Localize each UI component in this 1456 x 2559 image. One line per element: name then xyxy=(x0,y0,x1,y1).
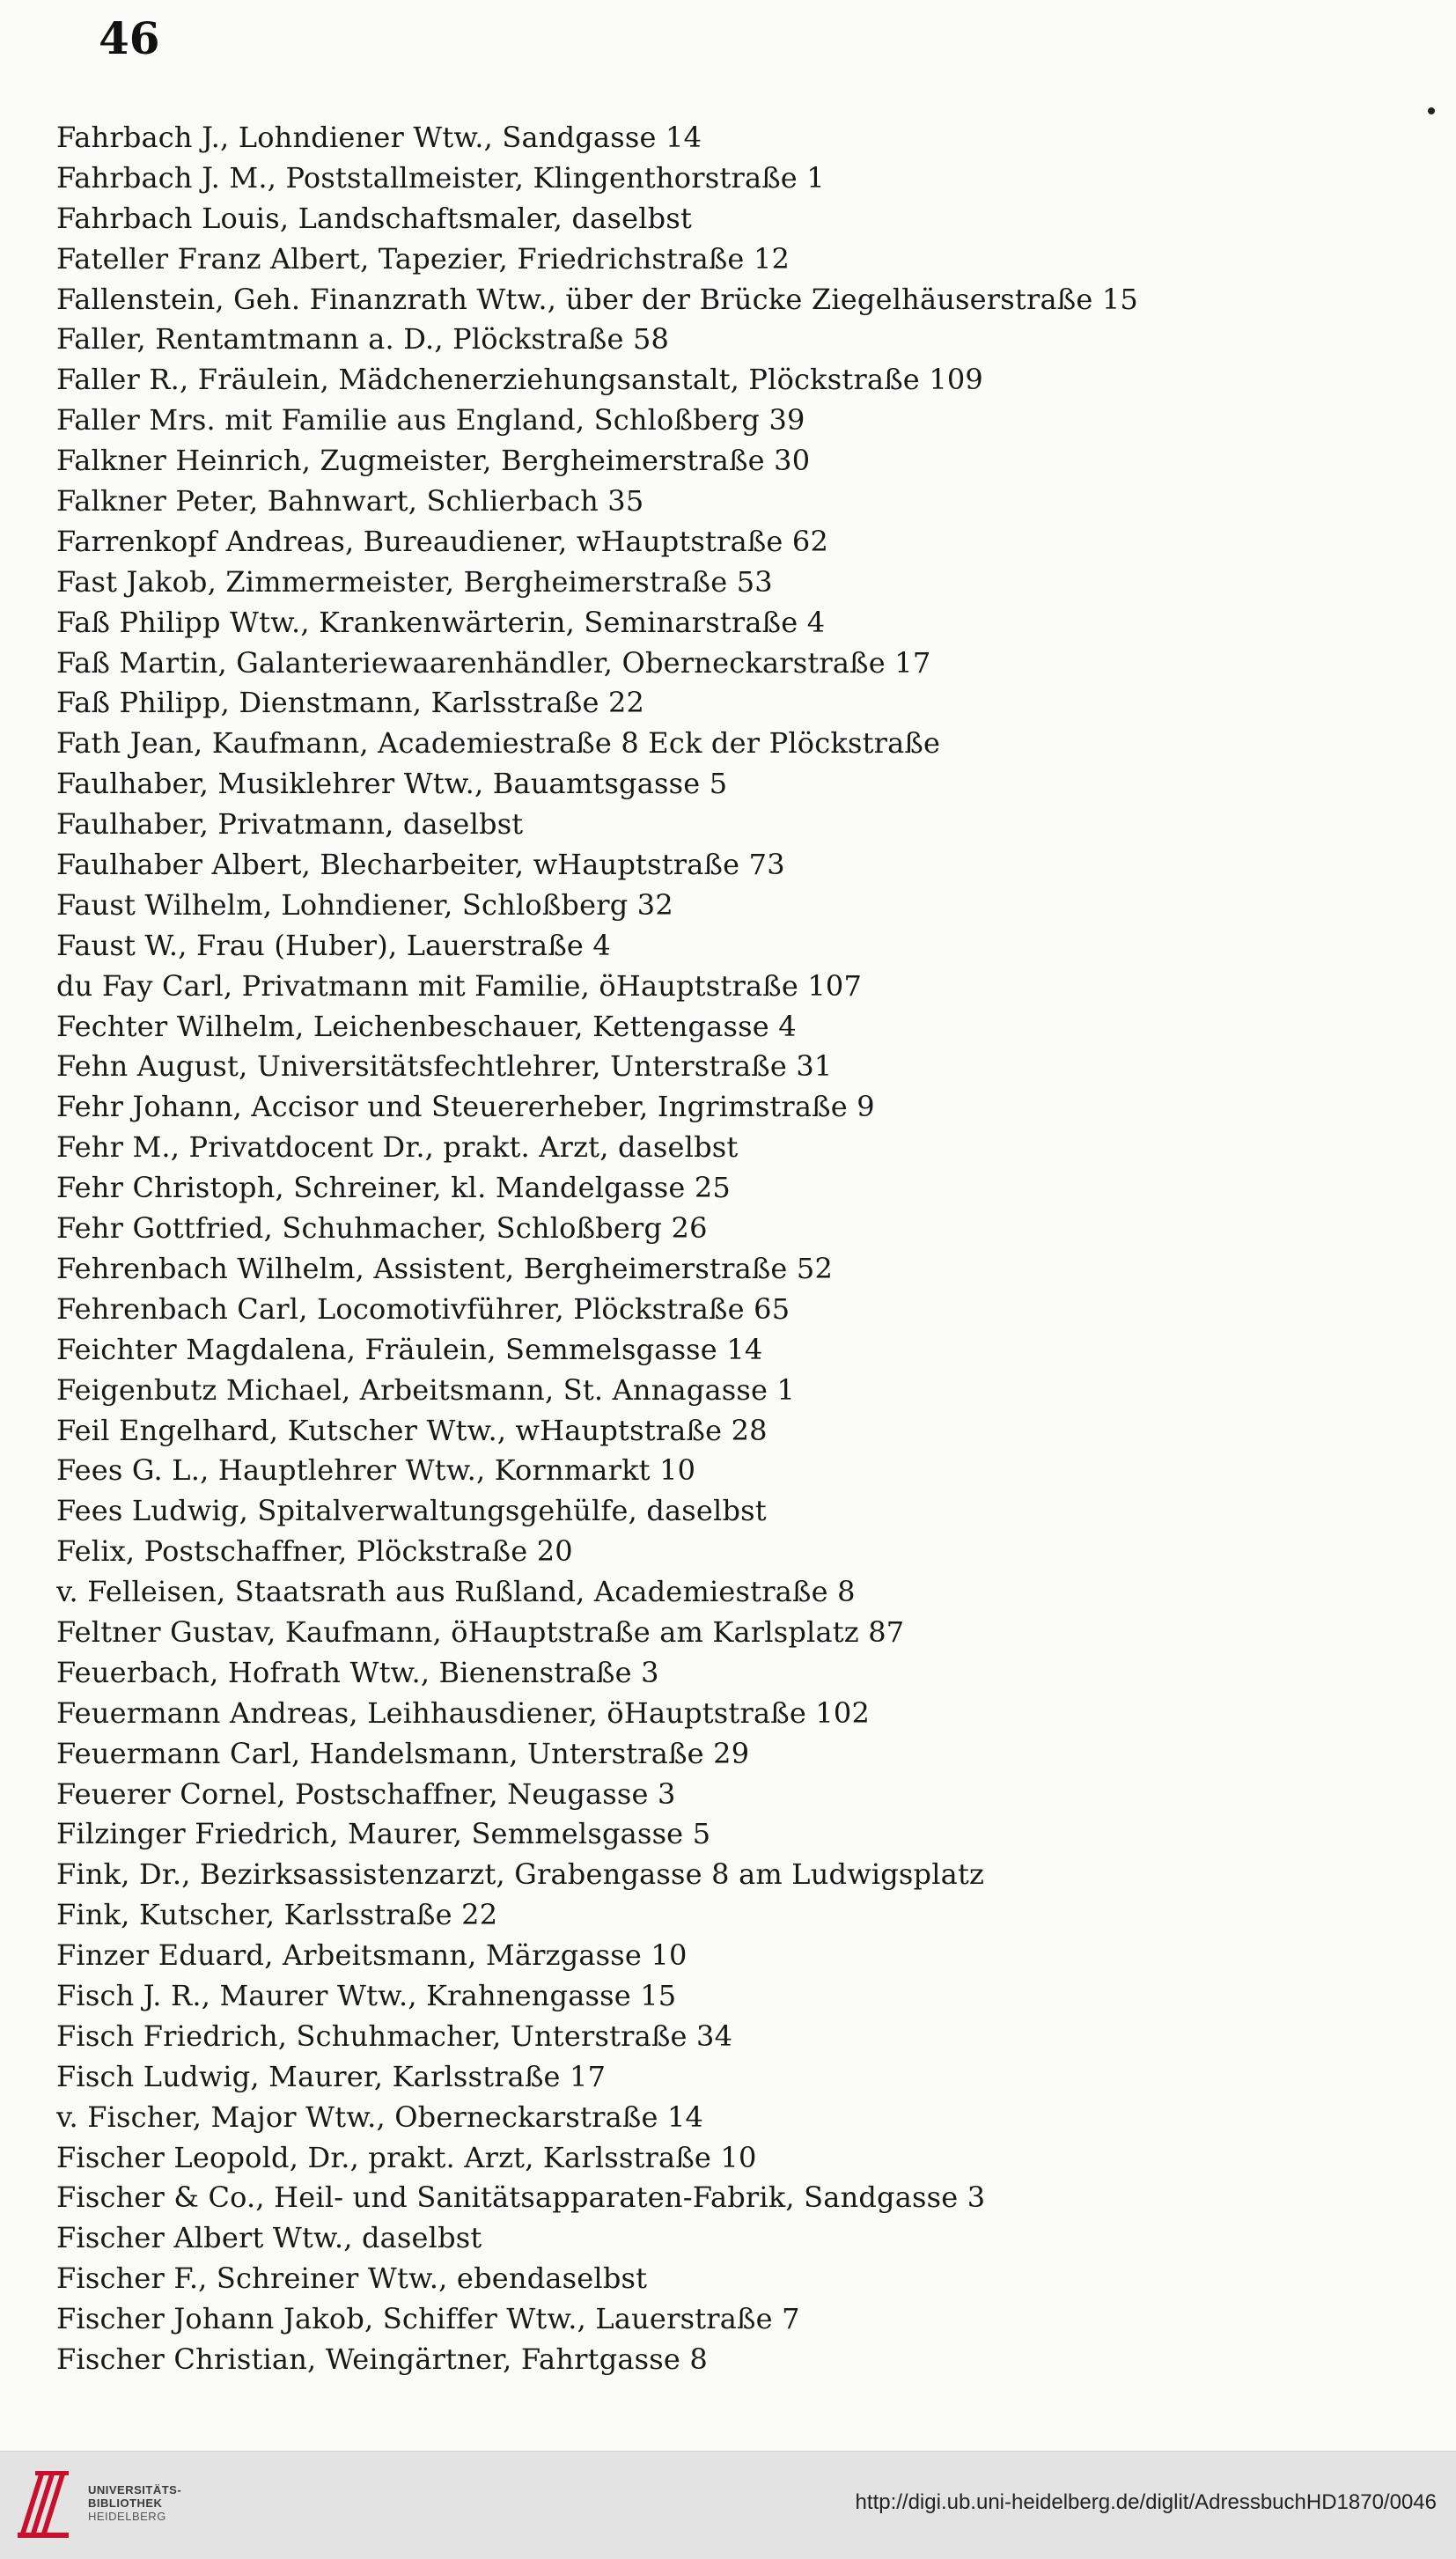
source-url: http://digi.ub.uni-heidelberg.de/diglit/AdressbuchHD1870/0046 xyxy=(855,2490,1437,2514)
address-entry: Faller Mrs. mit Familie aus England, Schloßberg 39 xyxy=(56,403,805,438)
address-entries-list xyxy=(56,118,1412,2380)
library-name-line: UNIVERSITÄTS- xyxy=(88,2483,182,2496)
address-entry: Finzer Eduard, Arbeitsmann, Märzgasse 10 xyxy=(56,1938,688,1973)
address-entry: Fischer & Co., Heil- und Sanitätsapparaten-Fabrik, Sandgasse 3 xyxy=(56,2180,986,2215)
address-entry: Fink, Dr., Bezirksassistenzarzt, Grabengasse 8 am Ludwigsplatz xyxy=(56,1857,985,1892)
address-entry: Farrenkopf Andreas, Bureaudiener, wHauptstraße 62 xyxy=(56,524,829,558)
university-library-logo-icon xyxy=(12,2467,79,2543)
address-entry: Fahrbach Louis, Landschaftsmaler, daselbst xyxy=(56,201,693,235)
library-name-line: BIBLIOTHEK xyxy=(88,2496,163,2510)
address-entry: Faulhaber Albert, Blecharbeiter, wHauptstraße 73 xyxy=(56,848,785,882)
address-entry: Feuerbach, Hofrath Wtw., Bienenstraße 3 xyxy=(56,1655,659,1689)
address-entry: Fees G. L., Hauptlehrer Wtw., Kornmarkt 10 xyxy=(56,1453,696,1488)
address-entry: Fink, Kutscher, Karlsstraße 22 xyxy=(56,1898,498,1932)
library-name-line: HEIDELBERG xyxy=(88,2510,166,2523)
address-entry: Faust Wilhelm, Lohndiener, Schloßberg 32 xyxy=(56,887,673,922)
address-entry: du Fay Carl, Privatmann mit Familie, öHauptstraße 107 xyxy=(56,968,863,1003)
library-name xyxy=(88,2483,181,2523)
address-entry: Fast Jakob, Zimmermeister, Bergheimerstraße 53 xyxy=(56,564,773,599)
address-entry: Faller R., Fräulein, Mädchenerziehungsanstalt, Plöckstraße 109 xyxy=(56,363,983,397)
address-entry: Fischer Albert Wtw., daselbst xyxy=(56,2221,482,2255)
address-entry: Faß Philipp, Dienstmann, Karlsstraße 22 xyxy=(56,686,645,720)
address-entry: Faß Martin, Galanteriewaarenhändler, Oberneckarstraße 17 xyxy=(56,645,931,680)
address-entry: Fehr M., Privatdocent Dr., prakt. Arzt, daselbst xyxy=(56,1130,739,1165)
address-entry: Fehrenbach Carl, Locomotivführer, Plöckstraße 65 xyxy=(56,1291,791,1326)
address-entry: Feltner Gustav, Kaufmann, öHauptstraße am Karlsplatz 87 xyxy=(56,1614,905,1649)
address-entry: Feuermann Carl, Handelsmann, Unterstraße 29 xyxy=(56,1736,750,1770)
address-entry: Fahrbach J. M., Poststallmeister, Klingenthorstraße 1 xyxy=(56,160,825,195)
address-entry: Filzinger Friedrich, Maurer, Semmelsgasse 5 xyxy=(56,1817,711,1851)
address-entry: Feuermann Andreas, Leihhausdiener, öHauptstraße 102 xyxy=(56,1695,871,1730)
address-entry: Feil Engelhard, Kutscher Wtw., wHauptstraße 28 xyxy=(56,1413,768,1447)
address-entry: Fischer Christian, Weingärtner, Fahrtgasse 8 xyxy=(56,2342,708,2376)
address-entry: Fisch J. R., Maurer Wtw., Krahnengasse 15 xyxy=(56,1978,677,2012)
address-entry: Falkner Heinrich, Zugmeister, Bergheimerstraße 30 xyxy=(56,444,811,478)
address-entry: Fehr Gottfried, Schuhmacher, Schloßberg 26 xyxy=(56,1211,708,1246)
address-entry: Fischer Johann Jakob, Schiffer Wtw., Lauerstraße 7 xyxy=(56,2302,800,2336)
address-entry: Fisch Friedrich, Schuhmacher, Unterstraße 34 xyxy=(56,2019,733,2053)
address-entry: v. Felleisen, Staatsrath aus Rußland, Academiestraße 8 xyxy=(56,1575,856,1609)
address-entry: Fath Jean, Kaufmann, Academiestraße 8 Eck der Plöckstraße xyxy=(56,726,941,761)
address-entry: Fischer F., Schreiner Wtw., ebendaselbst xyxy=(56,2261,648,2296)
address-entry: Faulhaber, Musiklehrer Wtw., Bauamtsgasse 5 xyxy=(56,767,728,801)
address-entry: Fehn August, Universitätsfechtlehrer, Unterstraße 31 xyxy=(56,1049,833,1084)
address-entry: Fehr Christoph, Schreiner, kl. Mandelgasse 25 xyxy=(56,1171,731,1205)
address-entry: Faß Philipp Wtw., Krankenwärterin, Seminarstraße 4 xyxy=(56,605,826,639)
page-number: 46 xyxy=(99,12,160,64)
address-entry: Feigenbutz Michael, Arbeitsmann, St. Annagasse 1 xyxy=(56,1372,796,1407)
address-entry: Faller, Rentamtmann a. D., Plöckstraße 58 xyxy=(56,322,670,357)
address-entry: Feichter Magdalena, Fräulein, Semmelsgasse 14 xyxy=(56,1332,763,1366)
address-entry: Fees Ludwig, Spitalverwaltungsgehülfe, daselbst xyxy=(56,1494,767,1528)
address-entry: Feuerer Cornel, Postschaffner, Neugasse 3 xyxy=(56,1776,676,1811)
address-entry: Fehrenbach Wilhelm, Assistent, Bergheimerstraße 52 xyxy=(56,1251,834,1285)
address-entry: Fechter Wilhelm, Leichenbeschauer, Kettengasse 4 xyxy=(56,1009,797,1043)
viewer-footer xyxy=(0,2451,1456,2559)
address-entry: Fehr Johann, Accisor und Steuererheber, Ingrimstraße 9 xyxy=(56,1090,875,1124)
ink-speck xyxy=(1428,107,1435,114)
address-entry: Fateller Franz Albert, Tapezier, Friedrichstraße 12 xyxy=(56,241,791,276)
address-entry: Faust W., Frau (Huber), Lauerstraße 4 xyxy=(56,928,611,962)
address-entry: Falkner Peter, Bahnwart, Schlierbach 35 xyxy=(56,484,644,518)
address-entry: Fallenstein, Geh. Finanzrath Wtw., über der Brücke Ziegelhäuserstraße 15 xyxy=(56,282,1138,316)
address-entry: Fischer Leopold, Dr., prakt. Arzt, Karlsstraße 10 xyxy=(56,2140,757,2174)
address-entry: Felix, Postschaffner, Plöckstraße 20 xyxy=(56,1534,573,1569)
address-entry: Faulhaber, Privatmann, daselbst xyxy=(56,807,524,842)
address-entry: Fisch Ludwig, Maurer, Karlsstraße 17 xyxy=(56,2059,607,2093)
address-entry: v. Fischer, Major Wtw., Oberneckarstraße 14 xyxy=(56,2099,704,2134)
address-entry: Fahrbach J., Lohndiener Wtw., Sandgasse 14 xyxy=(56,121,702,154)
